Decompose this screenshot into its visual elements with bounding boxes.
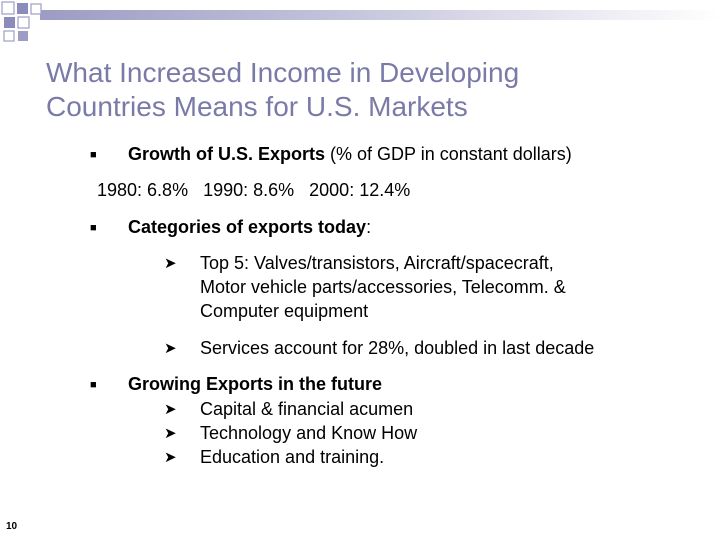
bullet-future-exports bbox=[128, 374, 382, 395]
deco-square bbox=[2, 2, 14, 14]
arrowhead-bullet-icon: ➤ bbox=[164, 401, 177, 418]
deco-square bbox=[31, 4, 41, 14]
deco-square bbox=[18, 31, 28, 41]
export-stats: 1980: 6.8% 1990: 8.6% 2000: 12.4% bbox=[97, 180, 411, 200]
bold-text: Growing Exports in the future bbox=[128, 374, 383, 394]
arrowhead-bullet-icon: ➤ bbox=[164, 255, 177, 272]
bullet-categories bbox=[128, 217, 371, 238]
bullet-export-growth bbox=[128, 144, 572, 165]
sub-item-top5: Computer equipment bbox=[200, 301, 369, 321]
slide-number: 10 bbox=[6, 521, 18, 532]
bold-text: Growth of U.S. Exports bbox=[128, 144, 326, 164]
sub-item-top5: Top 5: Valves/transistors, Aircraft/spacecraft, bbox=[200, 253, 554, 273]
arrowhead-bullet-icon: ➤ bbox=[164, 425, 177, 442]
deco-square bbox=[4, 17, 15, 28]
deco-square bbox=[4, 31, 14, 41]
future-item: Technology and Know How bbox=[200, 423, 418, 443]
future-item: Capital & financial acumen bbox=[200, 399, 414, 419]
plain-text: (% of GDP in constant dollars) bbox=[325, 144, 572, 164]
square-bullet-icon: ■ bbox=[90, 149, 97, 161]
future-item: Education and training. bbox=[200, 447, 385, 467]
slide-title-line: Countries Means for U.S. Markets bbox=[46, 91, 468, 122]
plain-text: : bbox=[366, 217, 372, 237]
header-decoration bbox=[0, 0, 720, 50]
slide-title bbox=[46, 56, 686, 124]
sub-item-services: Services account for 28%, doubled in last decade bbox=[200, 338, 595, 358]
arrowhead-bullet-icon: ➤ bbox=[164, 449, 177, 466]
bold-text: Categories of exports today bbox=[128, 217, 367, 237]
square-bullet-icon: ■ bbox=[90, 379, 97, 391]
arrowhead-bullet-icon: ➤ bbox=[164, 340, 177, 357]
slide-title-line: What Increased Income in Developing bbox=[46, 57, 520, 88]
deco-square bbox=[18, 17, 29, 28]
sub-item-top5: Motor vehicle parts/accessories, Telecomm. & bbox=[200, 277, 566, 297]
header-gradient-bar bbox=[40, 10, 720, 20]
deco-square bbox=[17, 3, 28, 14]
square-bullet-icon: ■ bbox=[90, 222, 97, 234]
